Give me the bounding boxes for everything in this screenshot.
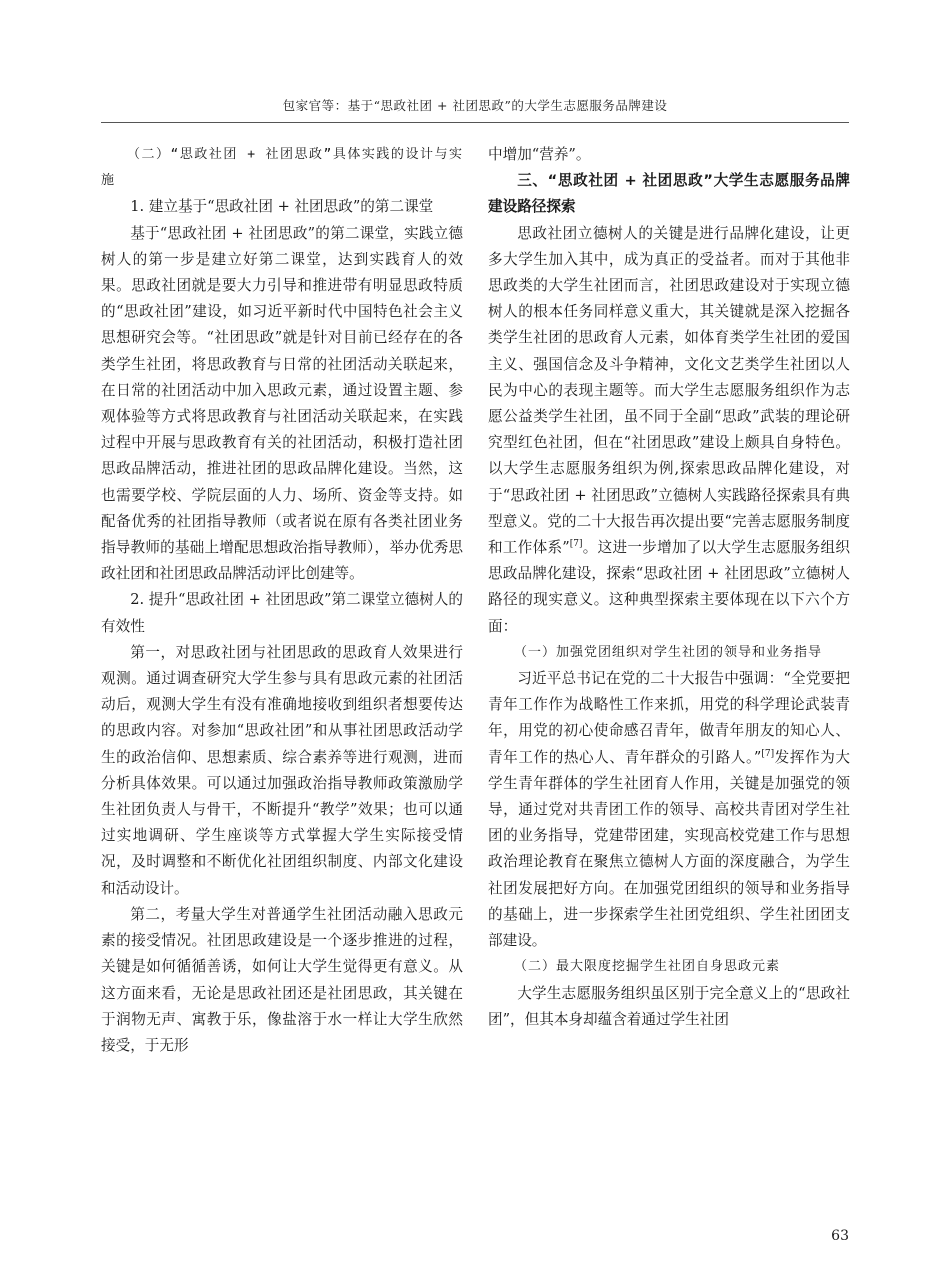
section-title: 三、“思政社团 + 社团思政”大学生志愿服务品牌建设路径探索 [488, 172, 850, 216]
item1-title: 1. 建立基于“思政社团 + 社团思政”的第二课堂 [130, 198, 434, 216]
citation-ref: [7] [761, 748, 775, 759]
header-rule [101, 122, 849, 123]
sub-heading: （一）加强党团组织对学生社团的领导和业务指导 [514, 644, 823, 660]
left-column [101, 142, 463, 1059]
paragraph: 第一，对思政社团与社团思政的思政育人效果进行观测。通过调查研究大学生参与具有思政元素的社团活动后，观测大学生有没有准确地接收到组织者想要传达的思政内容。对参加“思政社团”和从事社团思政活动学生的政治信仰、思想素质、综合素养等进行观测，进而分析具体效果。可以通过加强政治指导教师政策激励学生社团负责人与骨干，不断提升“教学”效果；也可以通过实地调研、学生座谈等方式掌握大学生实际接受情况，及时调整和不断优化社团组织制度、内部文化建设和活动设计。 [101, 643, 463, 897]
sub-heading: （二）“思政社团 + 社团思政”具体实践的设计与实施 [101, 147, 463, 189]
continuation-text: 中增加“营养”。 [488, 146, 591, 163]
paragraph [488, 221, 850, 640]
paragraph-text: 思政社团立德树人的关键是进行品牌化建设，让更多大学生加入其中，成为真正的受益者。而对于其他非思政类的大学生社团而言，社团思政建设对于实现立德树人的根本任务同样意义重大，其关键就是深入挖掘各类学生社团的思政育人元素，如体育类学生社团的爱国主义、强国信念及斗争精神，文化文艺类学生社团以人民为中心的表现主题等。而大学生志愿服务组织作为志愿公益类学生社团，虽不同于全副“思政”武装的理论研究型红色社团，但在“社团思政”建设上颇具自身特色。以大学生志愿服务组织为例,探索思政品牌化建设，对于“思政社团 + 社团思政”立德树人实践路径探索具有典型意义。党的二十大报告再次提出要“完善志愿服务制度和工作体系” [488, 224, 850, 557]
paragraph-text: 习近平总书记在党的二十大报告中强调：“全党要把青年工作作为战略性工作来抓，用党的科学理论武装青年，用党的初心使命感召青年，做青年朋友的知心人、青年工作的热心人、青年群众的引路人。” [488, 670, 850, 766]
page-number: 63 [831, 1228, 849, 1244]
right-column [488, 142, 850, 1033]
paragraph: 基于“思政社团 + 社团思政”的第二课堂，实践立德树人的第一步是建立好第二课堂，达到实践育人的效果。思政社团就是要大力引导和推进带有明显思政特质的“思政社团”建设，如习近平新时代中国特色社会主义思想研究会等。“社团思政”就是针对目前已经存在的各类学生社团，将思政教育与日常的社团活动关联起来，在日常的社团活动中加入思政元素，通过设置主题、参观体验等方式将思政教育与社团活动关联起来，在实践过程中开展与思政教育有关的社团活动，积极打造社团思政品牌活动，推进社团的思政品牌化建设。当然，这也需要学校、学院层面的人力、场所、资金等支持。如配备优秀的社团指导教师（或者说在原有各类社团业务指导教师的基础上增配思想政治指导教师），举办优秀思政社团和社团思政品牌活动评比创建等。 [101, 224, 463, 583]
paragraph-text: 。这进一步增加了以大学生志愿服务组织思政品牌化建设，探索“思政社团 + 社团思政”立德树人路径的现实意义。这种典型探索主要体现在以下六个方面： [488, 539, 850, 635]
running-header: 包家官等：基于“思政社团 + 社团思政”的大学生志愿服务品牌建设 [282, 98, 668, 113]
sub-heading: （二）最大限度挖掘学生社团自身思政元素 [514, 959, 781, 975]
paragraph: 大学生志愿服务组织虽区别于完全意义上的“思政社团”，但其本身却蕴含着通过学生社团 [488, 984, 850, 1028]
item2-title: 2. 提升“思政社团 + 社团思政”第二课堂立德树人的有效性 [101, 591, 463, 635]
paragraph [488, 666, 850, 954]
paragraph: 第二，考量大学生对普通学生社团活动融入思政元素的接受情况。社团思政建设是一个逐步推进的过程，关键是如何循循善诱，如何让大学生觉得更有意义。从这方面来看，无论是思政社团还是社团思政，其关键在于润物无声、寓教于乐，像盐溶于水一样让大学生欣然接受，于无形 [101, 905, 463, 1054]
paragraph-text: 发挥作为大学生青年群体的学生社团育人作用，关键是加强党的领导，通过党对共青团工作的领导、高校共青团对学生社团的业务指导，党建带团建，实现高校党建工作与思想政治理论教育在聚焦立德树人方面的深度融合，为学生社团发展把好方向。在加强党团组织的领导和业务指导的基础上，进一步探索学生社团党组织、学生社团团支部建设。 [488, 748, 850, 950]
citation-ref: [7] [569, 539, 583, 550]
